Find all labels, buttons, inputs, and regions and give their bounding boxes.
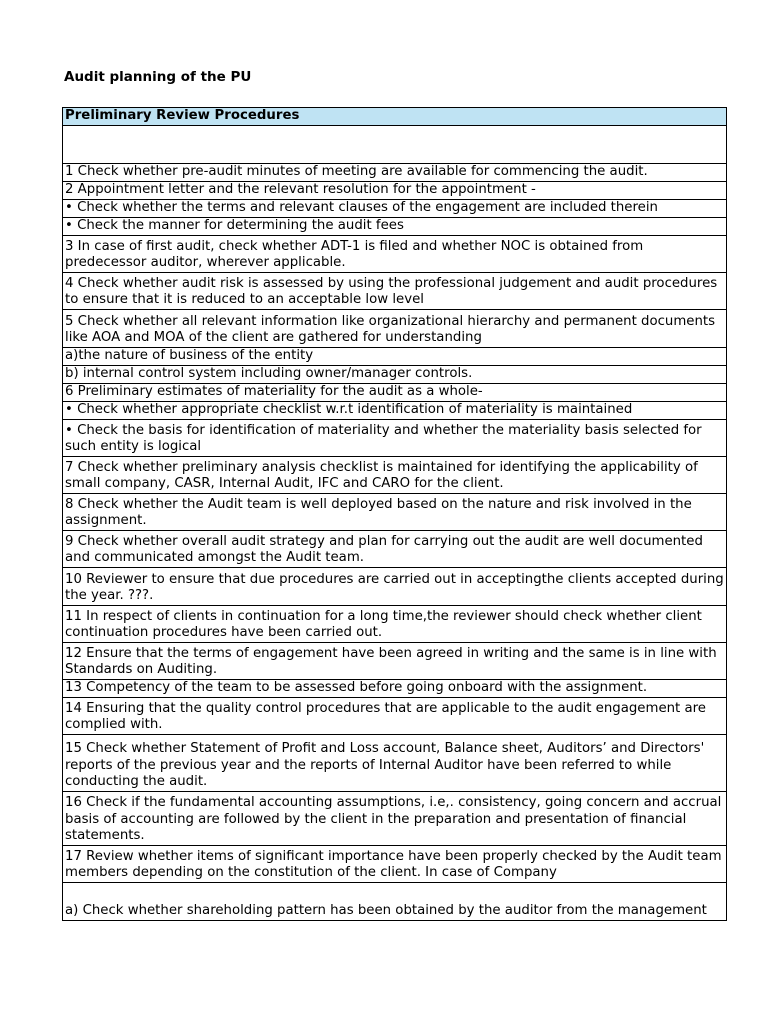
checklist-row [63, 846, 727, 883]
checklist-cell[interactable]: 9 Check whether overall audit strategy and plan for carrying out the audit are well documented and communicated amongst the Audit team. [63, 531, 727, 568]
checklist-row [63, 606, 727, 643]
checklist-row [63, 680, 727, 698]
checklist-cell[interactable]: 4 Check whether audit risk is assessed by using the professional judgement and audit procedures to ensure that it is reduced to an acceptable low level [63, 273, 727, 310]
checklist-row [63, 236, 727, 273]
checklist-row [63, 568, 727, 606]
checklist-cell[interactable]: b) internal control system including owner/manager controls. [63, 366, 727, 384]
section-header-row [63, 108, 727, 126]
checklist-cell[interactable]: 12 Ensure that the terms of engagement have been agreed in writing and the same is in line with Standards on Auditing. [63, 643, 727, 680]
section-header-cell[interactable]: Preliminary Review Procedures [63, 108, 727, 126]
checklist-row [63, 494, 727, 531]
checklist-row [63, 420, 727, 457]
checklist-cell[interactable]: 8 Check whether the Audit team is well deployed based on the nature and risk involved in the assignment. [63, 494, 727, 531]
checklist-row [63, 273, 727, 310]
checklist-row [63, 310, 727, 348]
checklist-cell[interactable]: 10 Reviewer to ensure that due procedures are carried out in acceptingthe clients accepted during the year. ???. [63, 568, 727, 606]
checklist-row [63, 182, 727, 200]
checklist-row [63, 348, 727, 366]
checklist-cell[interactable]: • Check the manner for determining the audit fees [63, 218, 727, 236]
checklist-cell[interactable]: • Check whether the terms and relevant clauses of the engagement are included therein [63, 200, 727, 218]
checklist-row [63, 735, 727, 792]
checklist-cell[interactable]: 7 Check whether preliminary analysis checklist is maintained for identifying the applicability of small company, CASR, Internal Audit, IFC and CARO for the client. [63, 457, 727, 494]
checklist-cell[interactable]: 15 Check whether Statement of Profit and Loss account, Balance sheet, Auditors’ and Directors' reports of the previous year and the reports of Internal Auditor have been referred to while conducting the audit. [63, 735, 727, 792]
checklist-row [63, 218, 727, 236]
checklist-row [63, 384, 727, 402]
checklist-row [63, 457, 727, 494]
checklist-cell[interactable]: 11 In respect of clients in continuation for a long time,the reviewer should check whether client continuation procedures have been carried out. [63, 606, 727, 643]
checklist-cell[interactable]: 17 Review whether items of significant importance have been properly checked by the Audit team members depending on the constitution of the client. In case of Company [63, 846, 727, 883]
checklist-cell[interactable] [63, 126, 727, 164]
checklist-table [62, 107, 727, 921]
checklist-row [63, 164, 727, 182]
checklist-row [63, 200, 727, 218]
checklist-cell[interactable]: 2 Appointment letter and the relevant resolution for the appointment - [63, 182, 727, 200]
checklist-cell[interactable]: a)the nature of business of the entity [63, 348, 727, 366]
checklist-cell[interactable]: • Check the basis for identification of materiality and whether the materiality basis selected for such entity is logical [63, 420, 727, 457]
checklist-row [63, 531, 727, 568]
checklist-row [63, 643, 727, 680]
checklist-cell[interactable]: • Check whether appropriate checklist w.r.t identification of materiality is maintained [63, 402, 727, 420]
checklist-row [63, 126, 727, 164]
checklist-row [63, 698, 727, 735]
checklist-cell[interactable]: 6 Preliminary estimates of materiality for the audit as a whole- [63, 384, 727, 402]
checklist-row [63, 792, 727, 846]
checklist-cell[interactable]: 16 Check if the fundamental accounting assumptions, i.e,. consistency, going concern and accrual basis of accounting are followed by the client in the preparation and presentation of financial statements. [63, 792, 727, 846]
checklist-cell[interactable]: 5 Check whether all relevant information like organizational hierarchy and permanent documents like AOA and MOA of the client are gathered for understanding [63, 310, 727, 348]
checklist-cell[interactable]: 1 Check whether pre-audit minutes of meeting are available for commencing the audit. [63, 164, 727, 182]
checklist-cell[interactable]: 14 Ensuring that the quality control procedures that are applicable to the audit engagement are complied with. [63, 698, 727, 735]
checklist-cell[interactable]: 13 Competency of the team to be assessed before going onboard with the assignment. [63, 680, 727, 698]
checklist-cell[interactable]: a) Check whether shareholding pattern has been obtained by the auditor from the management [63, 883, 727, 921]
checklist-cell[interactable]: 3 In case of first audit, check whether ADT-1 is filed and whether NOC is obtained from predecessor auditor, wherever applicable. [63, 236, 727, 273]
checklist-row [63, 402, 727, 420]
checklist-row [63, 366, 727, 384]
page-title: Audit planning of the PU [64, 69, 252, 85]
checklist-row [63, 883, 727, 921]
